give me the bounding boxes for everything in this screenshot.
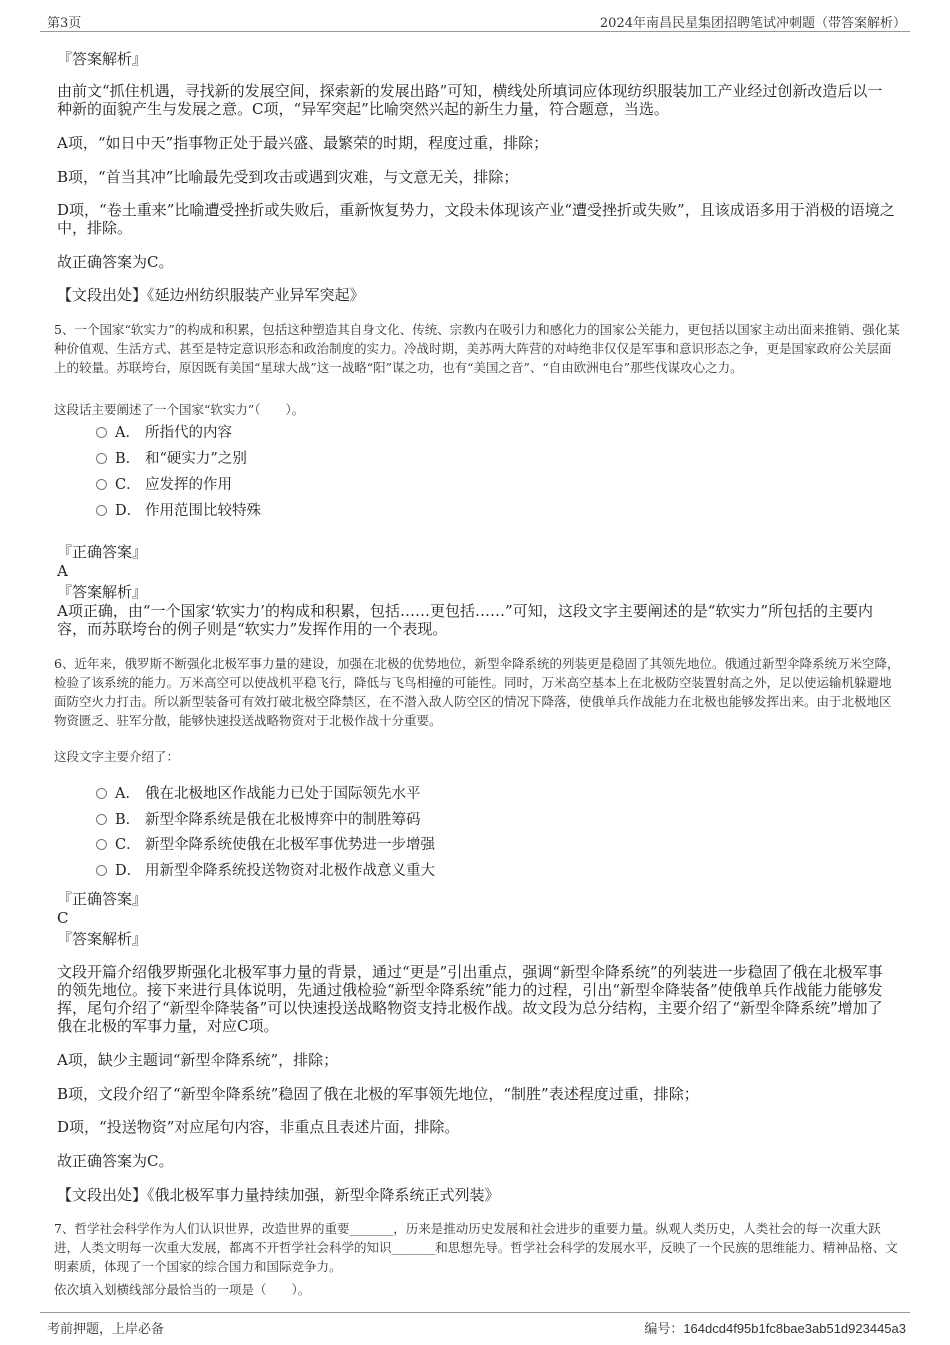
q4-conclusion: 故正确答案为C。 (57, 253, 174, 271)
q7-stem: 7、哲学社会科学作为人们认识世界，改造世界的重要_______，历来是推动历史发展和社会进步的重要力量。纵观人类历史，人类社会的每一次重大跃进，人类文明每一次重大发展，都离不开哲学社会科学的知识_______和思想先导。哲学社会科学的发展水平，反映了一个民族的思维能力、精神品格、文明素质，体现了一个国家的综合国力和国际竞争力。 (54, 1221, 898, 1274)
radio-button-icon[interactable] (96, 814, 107, 825)
q4-analysis-option-d: D项，“卷土重来”比喻遭受挫折或失败后，重新恢复势力，文段未体现该产业“遭受挫折或失败”，且该成语多用于消极的语境之中，排除。 (57, 201, 895, 237)
q7-question: 依次填入划横线部分最恰当的一项是（ ）。 (54, 1282, 311, 1297)
q5-option-d[interactable]: D． 作用范围比较特殊 (96, 502, 261, 520)
q5-option-a[interactable]: A． 所指代的内容 (96, 424, 232, 442)
q4-analysis-option-a: A项，“如日中天”指事物正处于最兴盛、最繁荣的时期，程度过重，排除； (57, 134, 549, 152)
radio-button-icon[interactable] (96, 839, 107, 850)
q6-question: 这段文字主要介绍了： (54, 749, 180, 764)
q5-answer: A (57, 562, 68, 580)
q4-analysis-label: 『答案解析』 (57, 50, 148, 68)
footer-divider (40, 1312, 910, 1313)
q5-stem: 5、一个国家“软实力”的构成和积累，包括这种塑造其自身文化、传统、宗教内在吸引力和感化力的国家公关能力，更包括以国家主动出面来推销、强化某种价值观、生活方式、甚至是特定意识形态和政治制度的实力。冷战时期，美苏两大阵营的对峙绝非仅仅是军事和意识形态之争，更是国家政府公关层面上的较量。苏联垮台，原因既有美国“星球大战”这一战略“阳”谋之功，也有“美国之音”、“自由欧洲电台”那些伐谋攻心之力。 (54, 322, 900, 375)
document-title: 2024年南昌民星集团招聘笔试冲刺题（带答案解析） (599, 16, 906, 31)
q6-analysis-option-a: A项，缺少主题词“新型伞降系统”，排除； (57, 1051, 339, 1069)
q5-analysis: A项正确，由“一个国家‘软实力’的构成和积累，包括……更包括……”可知，这段文字主要阐述的是“软实力”所包括的主要内容，而苏联垮台的例子则是“软实力”发挥作用的一个表现。 (57, 602, 874, 638)
q6-analysis-label: 『答案解析』 (57, 930, 148, 948)
radio-button-icon[interactable] (96, 788, 107, 799)
q5-option-b[interactable]: B． 和“硬实力”之别 (96, 450, 247, 468)
header-divider (40, 31, 910, 32)
q6-option-a[interactable]: A． 俄在北极地区作战能力已处于国际领先水平 (96, 785, 421, 803)
q6-analysis-option-b: B项，文段介绍了“新型伞降系统”稳固了俄在北极的军事领先地位，“制胜”表述程度过重，排除； (57, 1085, 699, 1103)
page-number: 第3页 (47, 16, 82, 31)
q4-analysis-paragraph: 由前文“抓住机遇，寻找新的发展空间，探索新的发展出路”可知，横线处所填词应体现纺织服装加工产业经过创新改造后以一种新的面貌产生与发展之意。C项，“异军突起”比喻突然兴起的新生力量，符合题意，当选。 (57, 82, 883, 118)
q6-conclusion: 故正确答案为C。 (57, 1152, 174, 1170)
radio-button-icon[interactable] (96, 865, 107, 876)
q6-analysis-paragraph: 文段开篇介绍俄罗斯强化北极军事力量的背景，通过“更是”引出重点，强调“新型伞降系统”的列装进一步稳固了俄在北极军事的领先地位。接下来进行具体说明，先通过俄检验“新型伞降系统”能力的过程，引出“新型伞降装备”使俄单兵作战能力能够发挥，尾句介绍了“新型伞降装备”可以快速投送战略物资支持北极作战。故文段为总分结构，主要介绍了“新型伞降系统”增加了俄在北极的军事力量，对应C项。 (57, 963, 883, 1035)
page-footer (0, 1308, 950, 1345)
document-id: 编号：164dcd4f95b1fc8bae3ab51d923445a3 (644, 1321, 906, 1337)
q4-analysis-option-b: B项，“首当其冲”比喻最先受到攻击或遇到灾难，与文意无关，排除； (57, 168, 519, 186)
q5-analysis-label: 『答案解析』 (57, 583, 148, 601)
q5-option-c[interactable]: C． 应发挥的作用 (96, 476, 232, 494)
q6-stem: 6、近年来，俄罗斯不断强化北极军事力量的建设，加强在北极的优势地位，新型伞降系统的列装更是稳固了其领先地位。俄通过新型伞降系统万米空降，检验了该系统的能力。万米高空可以使战机平稳飞行，降低与飞鸟相撞的可能性。同时，万米高空基本上在北极防空装置射高之外，足以使运输机躲避地面防空火力打击。所以新型装备可有效打破北极空降禁区，在不潜入敌人防空区的情况下降落，使俄单兵作战能力在北极也能够发挥出来。由于北极地区物资匮乏、驻军分散，能够快速投送战略物资对于北极作战十分重要。 (54, 656, 900, 728)
q6-option-c[interactable]: C． 新型伞降系统使俄在北极军事优势进一步增强 (96, 836, 435, 854)
q6-source: 【文段出处】《俄北极军事力量持续加强，新型伞降系统正式列装》 (57, 1186, 500, 1204)
q5-answer-label: 『正确答案』 (57, 543, 148, 561)
radio-button-icon[interactable] (96, 453, 107, 464)
q6-answer: C (57, 909, 69, 927)
q5-question: 这段话主要阐述了一个国家“软实力”（ ）。 (54, 402, 305, 417)
q4-source: 【文段出处】《延边州纺织服装产业异军突起》 (57, 286, 365, 304)
page-header (0, 0, 950, 34)
radio-button-icon[interactable] (96, 505, 107, 516)
radio-button-icon[interactable] (96, 427, 107, 438)
q6-option-d[interactable]: D． 用新型伞降系统投送物资对北极作战意义重大 (96, 862, 435, 880)
q6-option-b[interactable]: B． 新型伞降系统是俄在北极博弈中的制胜筹码 (96, 811, 421, 829)
q6-analysis-option-d: D项，“投送物资”对应尾句内容，非重点且表述片面，排除。 (57, 1118, 460, 1136)
q6-answer-label: 『正确答案』 (57, 890, 148, 908)
radio-button-icon[interactable] (96, 479, 107, 490)
footer-slogan: 考前押题，上岸必备 (47, 1322, 165, 1337)
